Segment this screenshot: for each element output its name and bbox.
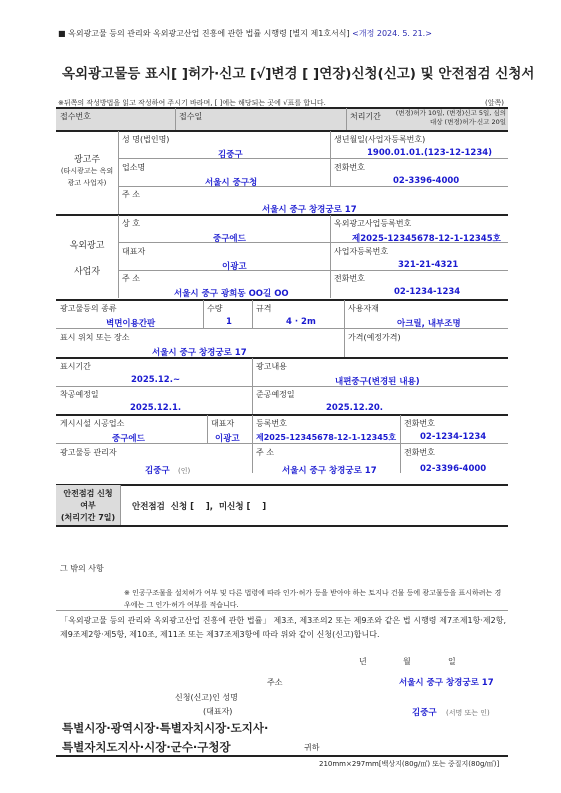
applicant-phone-value: 02-3396-4000 (393, 176, 460, 186)
receipt-no-label: 접수번호 (60, 112, 91, 121)
ad-kind-label: 광고물등의 종류 (60, 304, 117, 313)
ad-place-value: 서울시 중구 창경궁로 17 (152, 348, 247, 358)
ad-content-value: 내편중구(변경된 내용) (335, 377, 420, 387)
ad-qty-label: 수량 (207, 304, 223, 313)
business-reg-label: 옥외광고사업등록번호 (334, 219, 412, 228)
ad-material-label: 사용자재 (348, 304, 379, 313)
manager-address-label: 주 소 (256, 448, 274, 457)
manager-seal: (인) (178, 467, 191, 475)
recipient-line-2: 특별자치도지사·시장·군수·구청장 (62, 740, 231, 754)
business-bizno-value: 321-21-4321 (398, 260, 459, 270)
business-bizno-label: 사업자등록번호 (334, 247, 389, 256)
declaration-text: 「옥외광고물 등의 관리와 옥외광고산업 진흥에 관한 법률」 제3조, 제3조의2 또는 제9조와 같은 법 시행령 제7조제1항·제2항, 제9조제2항·제5항, 제10조, 제11조 또는 제37조제3항에 따라 위와 같이 신청(신고)합니다. (60, 616, 506, 639)
manager-address-value: 서울시 중구 창경궁로 17 (282, 466, 377, 476)
date-year: 년 (359, 657, 367, 666)
recipient-line-1: 특별시장·광역시장·특별자치시장·도지사· (62, 721, 269, 735)
safety-checkbox-line[interactable]: 안전점검 신청 [ ], 미신청 [ ] (132, 502, 267, 512)
bullet-icon: ■ (58, 29, 66, 38)
installer-rep-value: 이광고 (215, 434, 240, 444)
installer-label: 게시시설 시공업소 (60, 419, 125, 428)
applicant-phone-label: 전화번호 (334, 163, 365, 172)
business-rep-value: 이광고 (222, 262, 247, 272)
safety-label-3: (처리기간 7일) (60, 513, 116, 522)
manager-name-value: 김중구 (145, 466, 170, 476)
applicant-address-value: 서울시 중구 창경궁로 17 (262, 205, 357, 215)
ad-place-label: 표시 위치 또는 장소 (60, 333, 130, 342)
installer-phone-label: 전화번호 (404, 419, 435, 428)
safety-label-2: 여부 (80, 501, 96, 510)
paper-spec-footer: 210mm×297mm[백상지(80g/㎡) 또는 중질지(80g/㎡)] (319, 760, 500, 768)
applicant-group-label: 광고주 (73, 155, 101, 165)
installer-reg-value: 제2025-12345678-12-1-12345호 (256, 433, 397, 442)
ad-size-value: 4 · 2m (286, 317, 316, 327)
business-group-label: 옥외광고 (69, 241, 105, 251)
manager-phone-value: 02-3396-4000 (420, 464, 487, 474)
ad-material-value: 아크릴, 내부조명 (397, 319, 461, 329)
applicant-company-label: 업소명 (122, 163, 146, 172)
applicant-name-value: 김중구 (218, 150, 243, 160)
other-note: ※ 인공구조물을 설치허가 여부 및 다른 법령에 따라 인가·허가 등을 받아야 하는 토지나 건물 등에 광고물등을 표시하려는 경우에는 그 인가·허가 여부를 적습니다. (124, 589, 502, 609)
sign-seal: (서명 또는 인) (446, 709, 490, 717)
business-trade-value: 중구에드 (213, 234, 246, 244)
business-address-value: 서울시 중구 광희동 OO길 OO (174, 289, 289, 299)
business-phone-value: 02-1234-1234 (394, 287, 461, 297)
business-address-label: 주 소 (122, 274, 140, 283)
business-reg-value: 제2025-12345678-12-1-12345호 (352, 234, 501, 244)
business-group-label-2: 사업자 (73, 267, 101, 277)
date-day: 일 (448, 657, 456, 666)
page-title: 옥외광고물등 표시[ ]허가·신고 [√]변경 [ ]연장)신청(신고) 및 안전점검 신청서 (62, 66, 535, 82)
safety-label-1: 안전점검 신청 (63, 489, 113, 498)
date-month: 월 (403, 657, 411, 666)
ad-end-value: 2025.12.20. (326, 403, 384, 413)
recipient-suffix: 귀하 (304, 743, 320, 752)
applicant-address-label: 주 소 (122, 190, 140, 199)
applicant-birth-value: 1900.01.01.(123-12-1234) (367, 148, 493, 158)
form-rule: 옥외광고물 등의 관리와 옥외광고산업 진흥에 관한 법률 시행령 [별지 제1호서식] (68, 29, 350, 38)
receipt-date-label: 접수일 (179, 112, 203, 121)
installer-value: 중구에드 (112, 434, 145, 444)
form-revision: <개정 2024. 5. 21.> (352, 29, 432, 38)
ad-content-label: 광고내용 (256, 362, 287, 371)
sign-address-label: 주소 (267, 678, 283, 687)
installer-reg-label: 등록번호 (256, 419, 287, 428)
processing-period-label: 처리기간 (350, 112, 381, 121)
ad-kind-value: 벽면이용간판 (106, 319, 156, 329)
ad-end-label: 준공예정일 (256, 390, 295, 399)
sign-address-value: 서울시 중구 창경궁로 17 (399, 678, 494, 688)
sign-name-value: 김중구 (412, 708, 437, 718)
installer-phone-value: 02-1234-1234 (420, 432, 487, 442)
ad-period-label: 표시기간 (60, 362, 91, 371)
business-phone-label: 전화번호 (334, 274, 365, 283)
installer-rep-label: 대표자 (211, 419, 235, 428)
ad-start-value: 2025.12.1. (130, 403, 182, 413)
ad-qty-value: 1 (226, 317, 232, 327)
instruction-note: ※뒤쪽의 작성방법을 읽고 작성하여 주시기 바라며, [ ]에는 해당되는 곳에 √표를 합니다. (58, 99, 326, 107)
business-rep-label: 대표자 (122, 247, 146, 256)
manager-label: 광고물등 관리자 (60, 448, 117, 457)
ad-price-label: 가격(예정가격) (348, 333, 401, 342)
page-side-label: (앞쪽) (485, 99, 504, 107)
business-trade-label: 상 호 (122, 219, 140, 228)
ad-period-value: 2025.12.~ (131, 375, 181, 385)
sign-rep-label: (대표자) (203, 707, 233, 716)
sign-name-label: 신청(신고)인 성명 (175, 693, 238, 702)
applicant-name-label: 성 명(법인명) (122, 135, 170, 144)
applicant-company-value: 서울시 중구청 (205, 178, 258, 188)
manager-phone-label: 전화번호 (404, 448, 435, 457)
applicant-group-sub: (타시광고는 옥외광고 사업자) (60, 167, 114, 187)
ad-size-label: 규격 (256, 304, 272, 313)
processing-period-value: (변경)허가 10일, (변경)신고 5일, 심의대상 (변경)허가·신고 20일 (395, 109, 506, 126)
ad-start-label: 착공예정일 (60, 390, 99, 399)
other-label: 그 밖의 사항 (60, 564, 104, 573)
form-header (58, 28, 432, 39)
applicant-birth-label: 생년월일(사업자등록번호) (334, 135, 426, 144)
